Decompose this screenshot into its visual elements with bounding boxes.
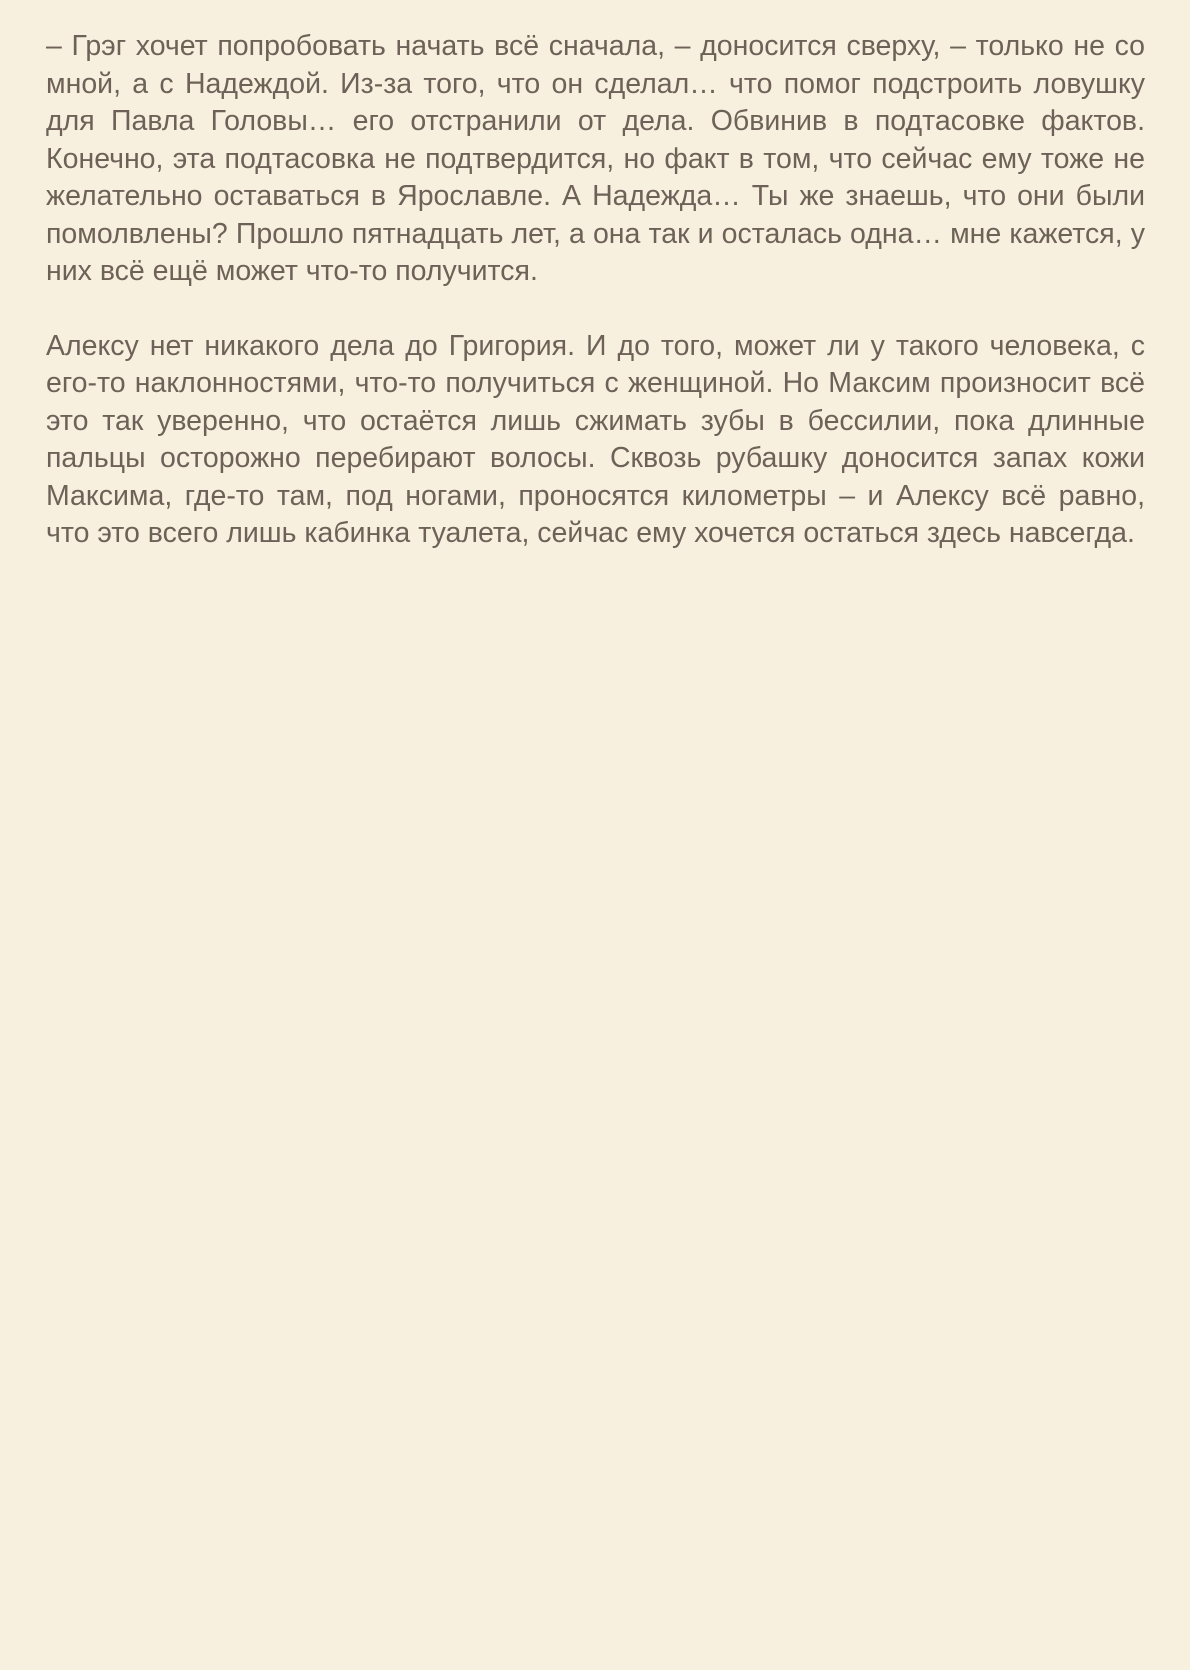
document-page — [46, 28, 1145, 553]
paragraph-1: – Грэг хочет попробовать начать всё сначала, – доносится сверху, – только не со мной, а с Надеждой. Из-за того, что он сделал… что помог подстроить ловушку для Павла Головы… его отстранили от дела. Обвинив в подтасовке фактов. Конечно, эта подтасовка не подтвердится, но факт в том, что сейчас ему тоже не желательно оставаться в Ярославле. А Надежда… Ты же знаешь, что они были помолвлены? Прошло пятнадцать лет, а она так и осталась одна… мне кажется, у них всё ещё может что-то получится. — [46, 30, 1145, 287]
paragraph-2: Алексу нет никакого дела до Григория. И до того, может ли у такого человека, с его-то наклонностями, что-то получиться с женщиной. Но Максим произносит всё это так уверенно, что остаётся лишь сжимать зубы в бессилии, пока длинные пальцы осторожно перебирают волосы. Сквозь рубашку доносится запах кожи Максима, где-то там, под ногами, проносятся километры – и Алексу всё равно, что это всего лишь кабинка туалета, сейчас ему хочется остаться здесь навсегда. — [46, 329, 1145, 549]
